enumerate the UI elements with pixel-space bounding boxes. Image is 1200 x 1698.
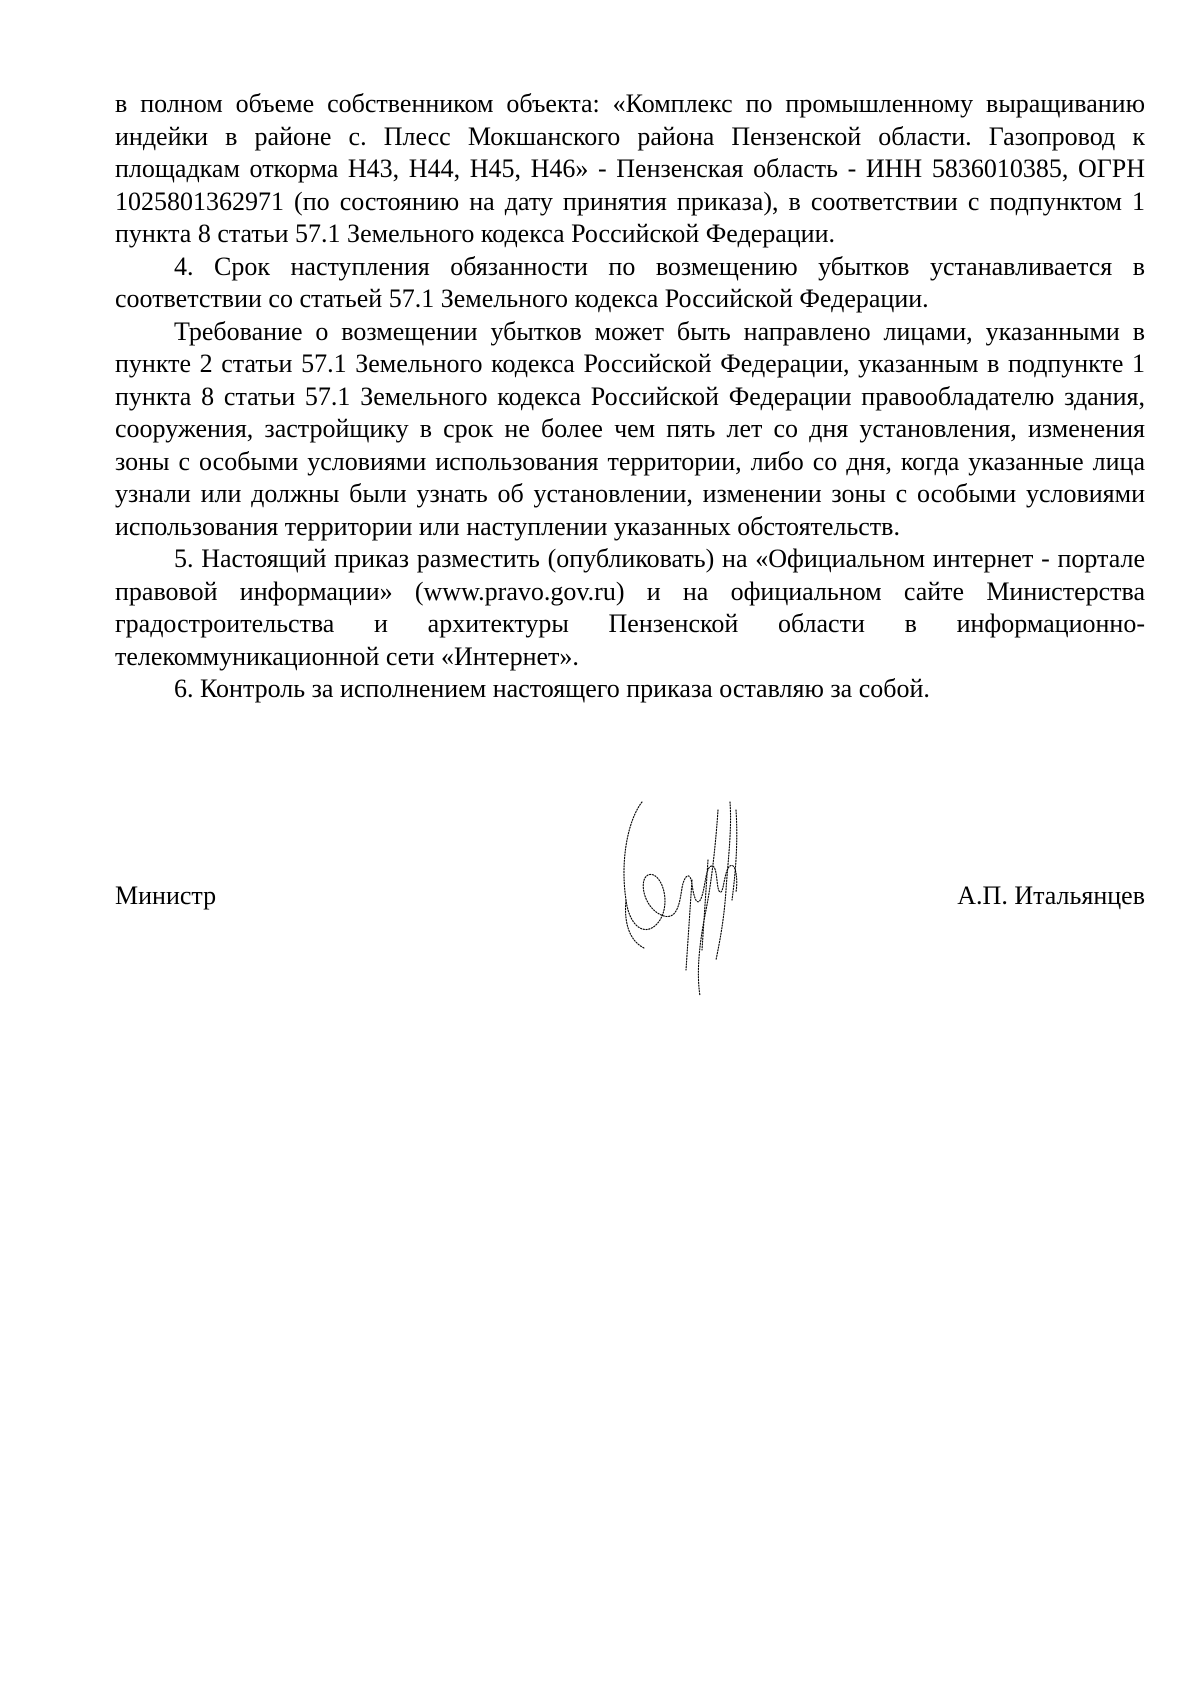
paragraph-item-5: 5. Настоящий приказ разместить (опубликовать) на «Официальном интернет - портале правовой информации» (www.pravo.gov.ru) и на официальном сайте Министерства градостроительства и архитектуры Пензенской области в информационно-телекоммуникационной сети «Интернет». (115, 544, 1145, 671)
document-body (115, 88, 1145, 706)
signatory-title: Министр (115, 881, 217, 910)
paragraph-item-4: 4. Срок наступления обязанности по возмещению убытков устанавливается в соответствии со статьей 57.1 Земельного кодекса Российской Федерации. (115, 251, 1145, 313)
paragraph-item-4-requirement: Требование о возмещении убытков может быть направлено лицами, указанными в пункте 2 статьи 57.1 Земельного кодекса Российской Федерации, указанным в подпункте 1 пункта 8 статьи 57.1 Земельного кодекса Российской Федерации правообладателю здания, сооружения, застройщику в срок не более чем пять лет со дня установления, изменения зоны с особыми условиями использования территории, либо со дня, когда указанные лица узнали или должны были узнать об установлении, изменении зоны с особыми условиями использования территории или наступлении указанных обстоятельств. (115, 316, 1145, 541)
signatory-name: А.П. Итальянцев (957, 881, 1145, 910)
paragraph-continuation: в полном объеме собственником объекта: «Комплекс по промышленному выращиванию индейки в районе с. Плесс Мокшанского района Пензенской области. Газопровод к площадкам откорма Н43, Н44, Н45, Н46» - Пензенская область - ИНН 5836010385, ОГРН 1025801362971 (по состоянию на дату принятия приказа), в соответствии с подпунктом 1 пункта 8 статьи 57.1 Земельного кодекса Российской Федерации. (115, 89, 1145, 248)
paragraph-item-6: 6. Контроль за исполнением настоящего приказа оставляю за собой. (174, 674, 930, 703)
handwritten-signature (620, 800, 760, 1000)
